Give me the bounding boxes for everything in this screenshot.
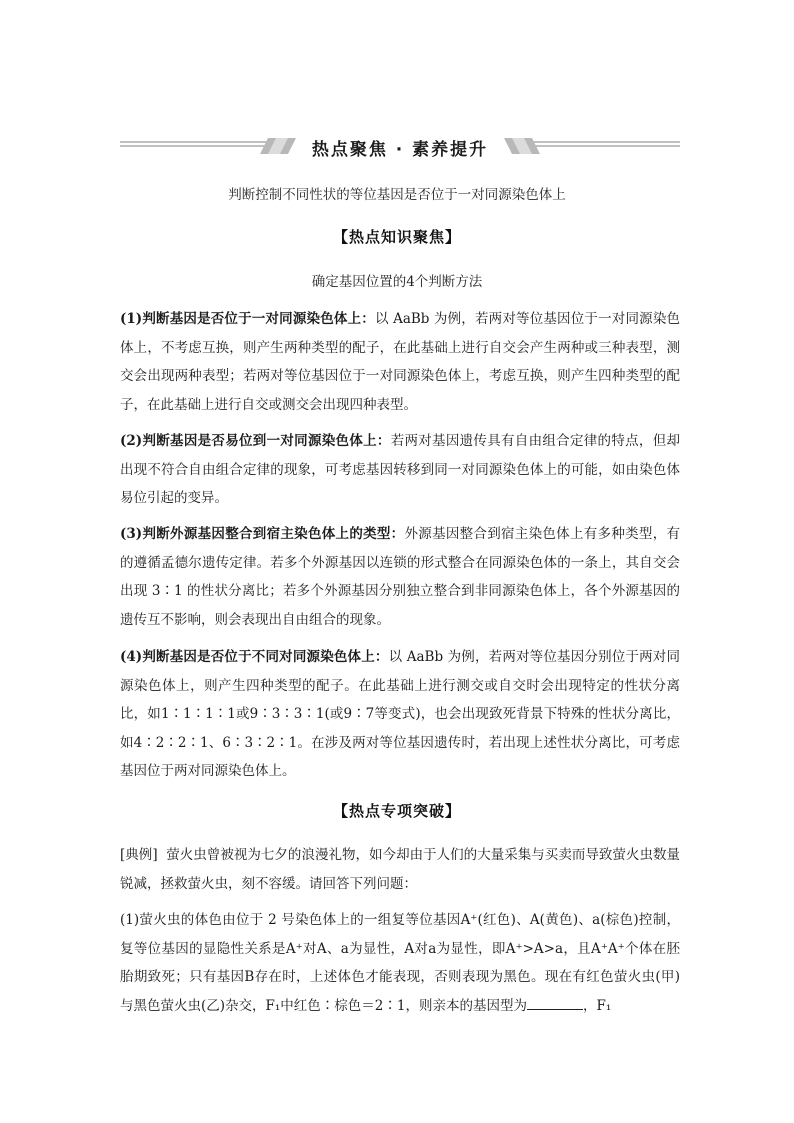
method-label: (1)判断基因是否位于一对同源染色体上： (120, 311, 375, 327)
method-paragraph-4 (120, 643, 680, 786)
example-label: [典例] (120, 847, 158, 863)
example-text: 萤火虫曾被视为七夕的浪漫礼物，如今却由于人们的大量采集与买卖而导致萤火虫数量锐减，拯救萤火虫，刻不容缓。请回答下列问题： (120, 847, 680, 892)
methods-subheading: 确定基因位置的4个判断方法 (311, 274, 483, 290)
method-text: 以 AaBb 为例，若两对等位基因位于一对同源染色体上，不考虑互换，则产生两种类型的配子，在此基础上进行自交会产生两种或三种表型，测交会出现两种表型；若两对等位基因位于一对同源染色体上，考虑互换，则产生四种类型的配子，在此基础上进行自交或测交会出现四种表型。 (120, 311, 680, 413)
practice-section-heading: 【热点专项突破】 (332, 802, 461, 820)
example-paragraph (120, 841, 680, 898)
method-text: 以 AaBb 为例，若两对等位基因分别位于两对同源染色体上，则产生四种类型的配子。在此基础上进行测交或自交时会出现特定的性状分离比，如1∶1∶1∶1或9∶3∶3∶1(或9∶7等变式)，也会出现致死背景下特殊的性状分离比，如4∶2∶2∶1、6∶3∶2∶1。在涉及两对等位基因遗传时，若出现上述性状分离比，可考虑基因位于两对同源染色体上。 (120, 649, 680, 779)
method-text: 外源基因整合到宿主染色体上有多种类型，有的遵循孟德尔遗传定律。若多个外源基因以连锁的形式整合在同源染色体的一条上，其自交会出现 3∶1 的性状分离比；若多个外源基因分别独立整合到非同源染色体上，各个外源基因的遗传互不影响，则会表现出自由组合的现象。 (120, 526, 681, 628)
question-1-tail: ，F₁ (583, 997, 612, 1014)
method-paragraph-2 (120, 427, 680, 513)
knowledge-section-heading: 【热点知识聚焦】 (332, 228, 461, 246)
method-label: (4)判断基因是否位于不同对同源染色体上： (120, 649, 389, 665)
method-label: (3)判断外源基因整合到宿主染色体上的类型： (120, 526, 405, 542)
section-banner (120, 128, 680, 164)
question-1-paragraph (120, 906, 680, 1020)
method-label: (2)判断基因是否易位到一对同源染色体上： (120, 433, 391, 449)
question-1-text: (1)萤火虫的体色由位于 2 号染色体上的一组复等位基因A⁺(红色)、A(黄色)、a(棕色)控制，复等位基因的显隐性关系是A⁺对A、a为显性，A对a为显性，即A⁺>A>a，且A⁺A⁺个体在胚胎期致死；只有基因B存在时，上述体色才能表现，否则表现为黑色。现在有红色萤火虫(甲)与黑色萤火虫(乙)杂交，F₁中红色∶棕色＝2∶1，则亲本的基因型为 (120, 912, 681, 1014)
method-paragraph-1 (120, 305, 680, 419)
banner-title: 热点聚焦 · 素养提升 (311, 140, 489, 160)
method-text: 若两对基因遗传具有自由组合定律的特点，但却出现不符合自由组合定律的现象，可考虑基因转移到同一对同源染色体上的可能，如由染色体易位引起的变异。 (120, 433, 680, 506)
method-paragraph-3 (120, 520, 680, 634)
topic-subtitle: 判断控制不同性状的等位基因是否位于一对同源染色体上 (228, 187, 566, 203)
answer-blank[interactable] (527, 995, 583, 1010)
